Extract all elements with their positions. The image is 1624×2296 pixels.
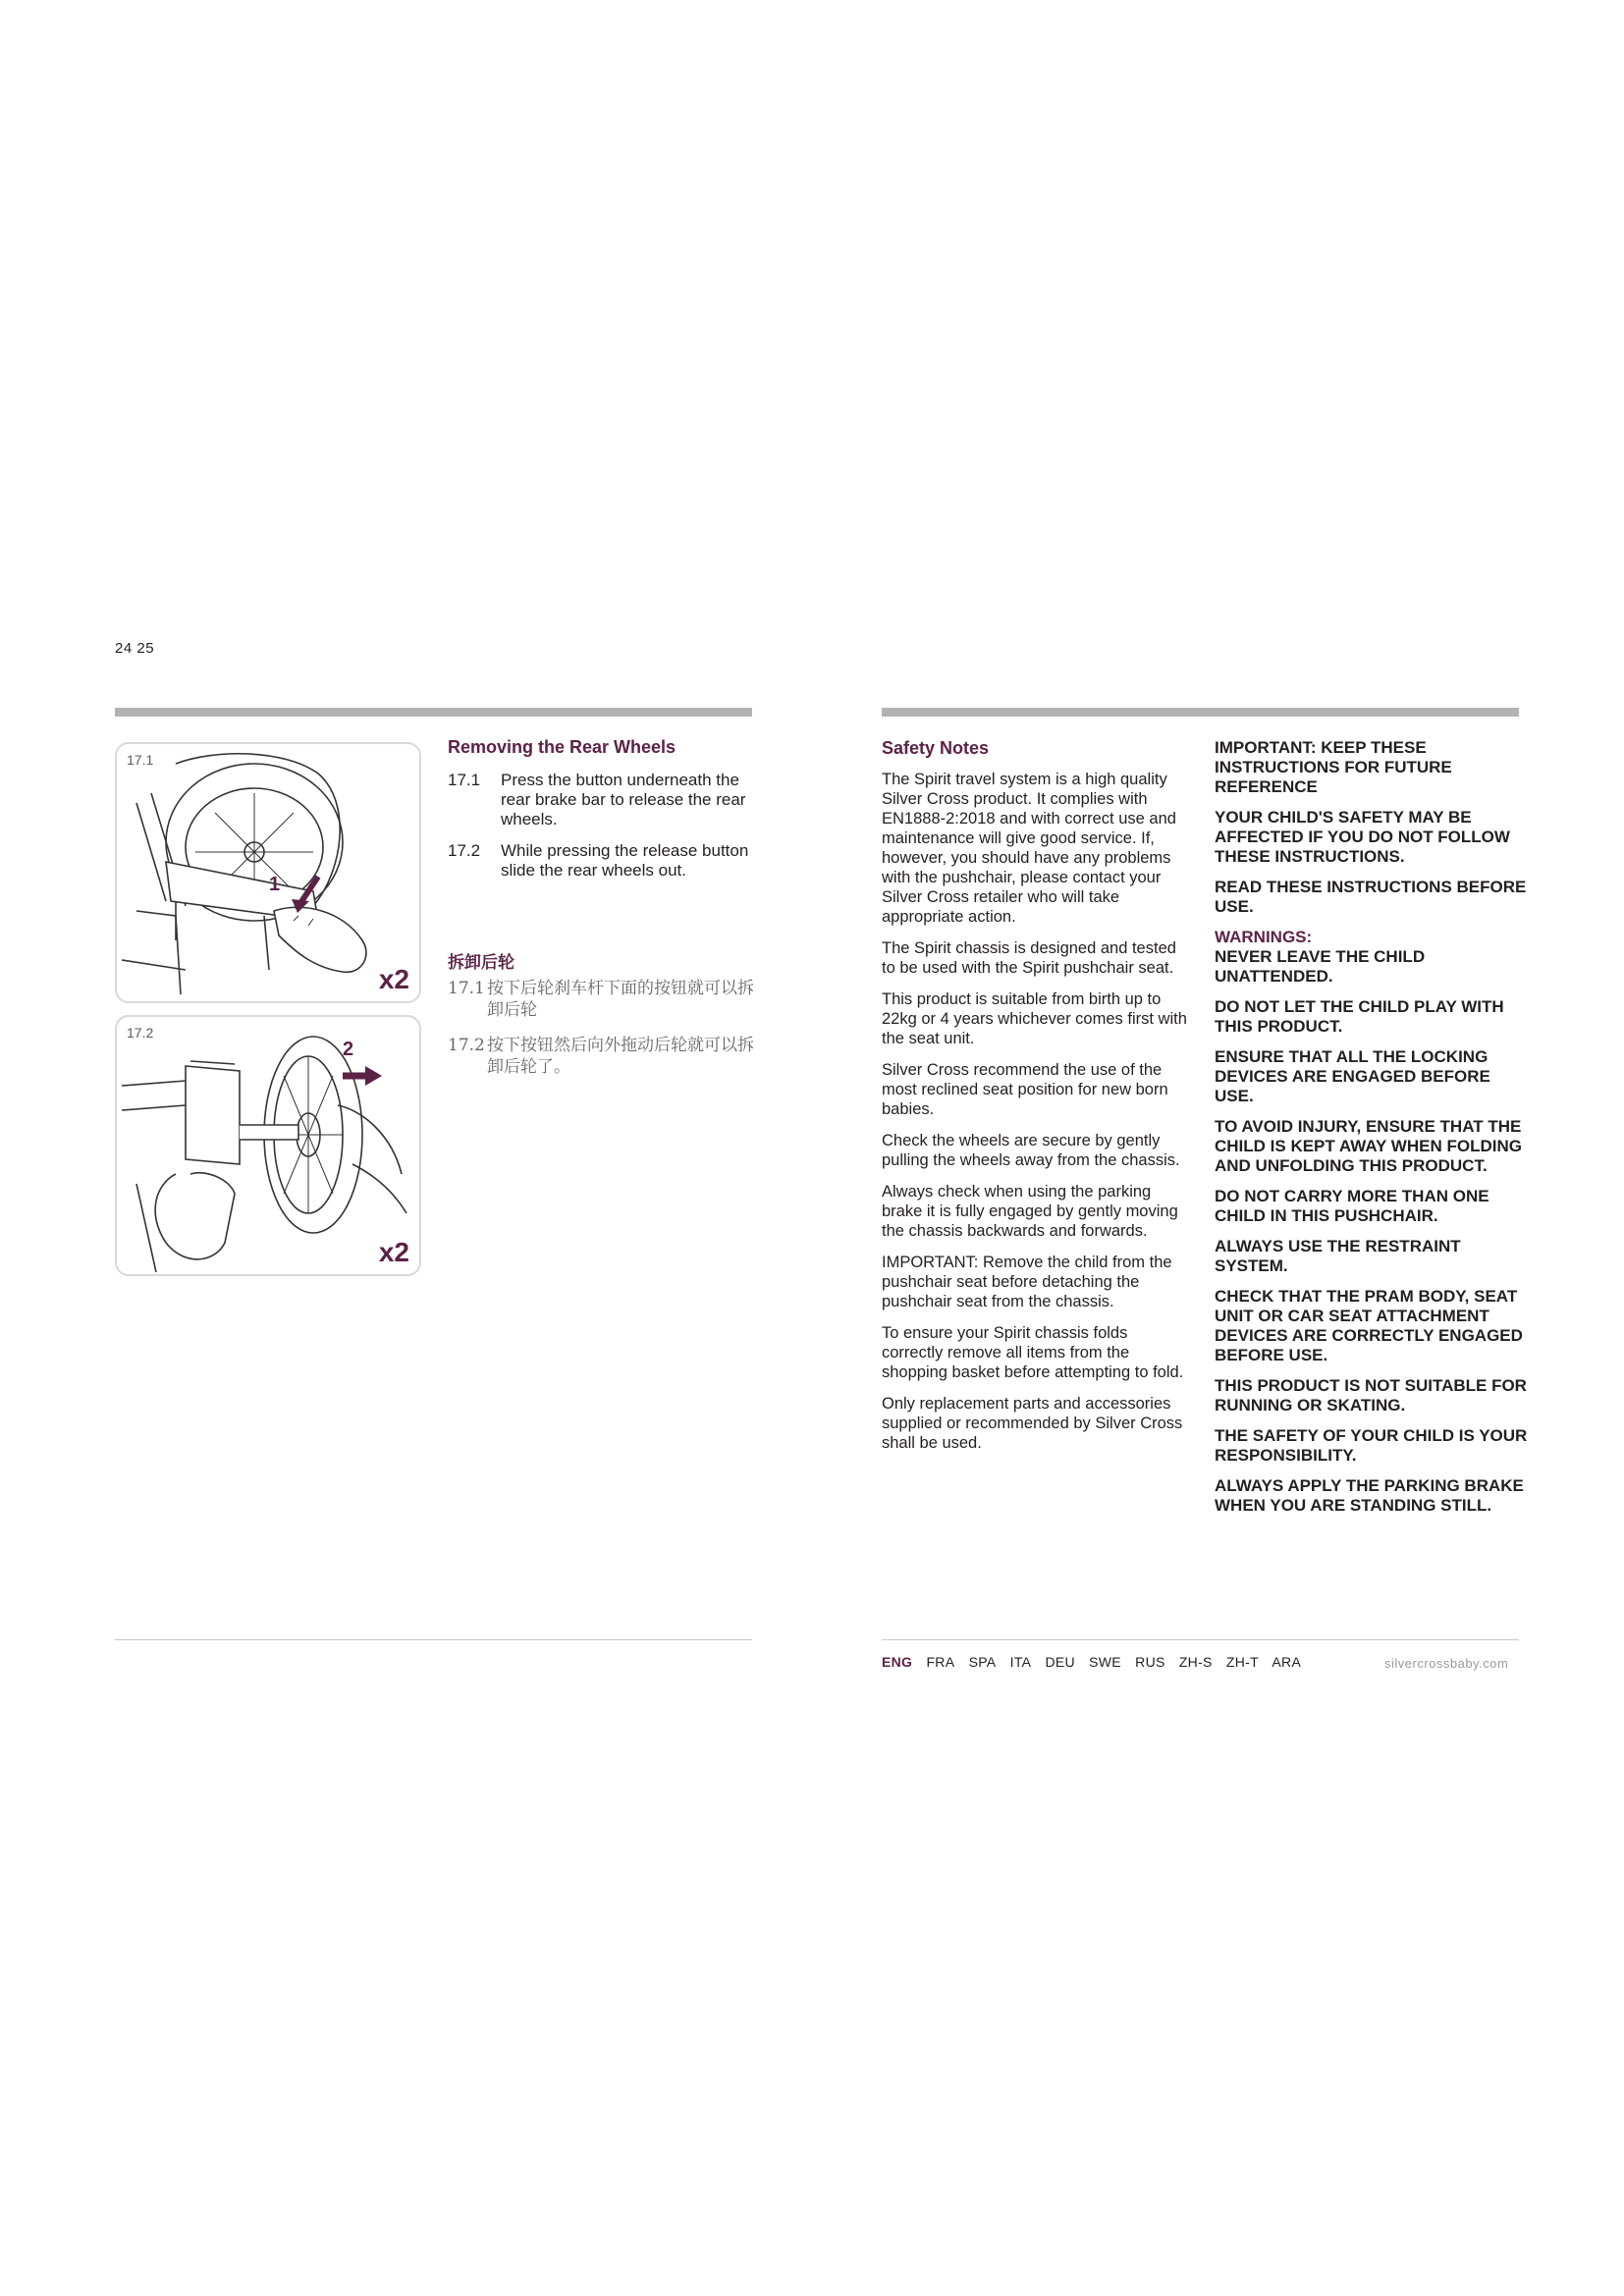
safety-paragraph: Only replacement parts and accessories supplied or recommended by Silver Cross shall be used. xyxy=(882,1395,1183,1452)
warning-item: DO NOT CARRY MORE THAN ONE CHILD IN THIS PUSHCHAIR. xyxy=(1215,1187,1489,1225)
warning-item: CHECK THAT THE PRAM BODY, SEAT UNIT OR CAR SEAT ATTACHMENT DEVICES ARE CORRECTLY ENGAGED BEFORE USE. xyxy=(1215,1287,1523,1364)
warning-item: NEVER LEAVE THE CHILD UNATTENDED. xyxy=(1215,947,1426,986)
lang-spa[interactable]: SPA xyxy=(968,1654,997,1670)
website-link[interactable]: silvercrossbaby.com xyxy=(1384,1656,1509,1671)
figure-17-2 xyxy=(115,1015,421,1276)
section-title-removing-rear-wheels: Removing the Rear Wheels xyxy=(448,737,677,757)
warning-item: DO NOT LET THE CHILD PLAY WITH THIS PRODUCT. xyxy=(1215,997,1504,1036)
step-text: 按下按钮然后向外拖动后轮就可以拆卸后轮了。 xyxy=(487,1036,754,1077)
warnings-column xyxy=(1215,738,1529,1526)
page-numbers: 24 25 xyxy=(115,640,155,657)
step-text: Press the button underneath the rear brake bar to release the rear wheels. xyxy=(501,771,746,828)
safety-paragraph: This product is suitable from birth up to 22kg or 4 years whichever comes first with the seat unit. xyxy=(882,990,1187,1047)
quantity-x2: x2 xyxy=(378,964,409,994)
warning-item: TO AVOID INJURY, ENSURE THAT THE CHILD IS KEPT AWAY WHEN FOLDING AND UNFOLDING THIS PRODUCT. xyxy=(1215,1117,1522,1175)
step-number: 17.2 xyxy=(448,841,481,860)
left-footer-rule xyxy=(115,1639,752,1640)
important-notice: YOUR CHILD'S SAFETY MAY BE AFFECTED IF YOU DO NOT FOLLOW THESE INSTRUCTIONS. xyxy=(1215,808,1510,866)
figure-17-1 xyxy=(115,742,421,1003)
lang-ita[interactable]: ITA xyxy=(1009,1654,1032,1670)
warning-item: THIS PRODUCT IS NOT SUITABLE FOR RUNNING OR SKATING. xyxy=(1215,1376,1527,1415)
quantity-x2: x2 xyxy=(378,1237,409,1267)
figure-label: 17.2 xyxy=(127,1025,154,1041)
safety-paragraph: To ensure your Spirit chassis folds correctly remove all items from the shopping basket before attempting to fold. xyxy=(882,1324,1184,1381)
important-notice: READ THESE INSTRUCTIONS BEFORE USE. xyxy=(1215,878,1527,916)
safety-paragraph: The Spirit chassis is designed and tested to be used with the Spirit pushchair seat. xyxy=(882,939,1176,977)
zh-step-17-1 xyxy=(448,978,762,1021)
lang-zh-s[interactable]: ZH-S xyxy=(1178,1654,1213,1670)
important-notice: IMPORTANT: KEEP THESE INSTRUCTIONS FOR FUTURE REFERENCE xyxy=(1215,738,1452,796)
lang-rus[interactable]: RUS xyxy=(1135,1654,1165,1670)
figure-label: 17.1 xyxy=(127,752,154,768)
safety-paragraph: Check the wheels are secure by gently pulling the wheels away from the chassis. xyxy=(882,1132,1180,1169)
step-text: While pressing the release button slide the rear wheels out. xyxy=(501,841,749,880)
callout-number: 2 xyxy=(343,1039,354,1060)
step-text: 按下后轮刹车杆下面的按钮就可以拆卸后轮 xyxy=(487,979,754,1020)
lang-swe[interactable]: SWE xyxy=(1089,1654,1121,1670)
safety-paragraph: IMPORTANT: Remove the child from the pushchair seat before detaching the pushchair seat from the chassis. xyxy=(882,1254,1172,1310)
lang-eng[interactable]: ENG xyxy=(882,1654,913,1670)
lang-ara[interactable]: ARA xyxy=(1272,1654,1302,1670)
right-footer-rule xyxy=(882,1639,1519,1640)
safety-paragraph: The Spirit travel system is a high quality Silver Cross product. It complies with EN1888-2:2018 and with correct use and maintenance will give good service. If, however, you should have any problems with the pushchair, please contact your Silver Cross retailer who will take appropriate action. xyxy=(882,771,1176,926)
safety-notes-column xyxy=(882,770,1191,1465)
step-17-2 xyxy=(448,841,762,881)
right-header-bar xyxy=(882,708,1519,717)
safety-notes-title: Safety Notes xyxy=(882,738,990,758)
safety-paragraph: Always check when using the parking brake it is fully engaged by gently moving the chassis backwards and forwards. xyxy=(882,1183,1178,1240)
step-17-1 xyxy=(448,771,762,829)
section-title-zh: 拆卸后轮 xyxy=(448,953,514,972)
left-header-bar xyxy=(115,708,752,717)
step-number: 17.2 xyxy=(448,1036,485,1055)
step-number: 17.1 xyxy=(448,979,485,998)
lang-deu[interactable]: DEU xyxy=(1045,1654,1075,1670)
rear-wheel-removal-illustration xyxy=(117,1017,419,1274)
warnings-title: WARNINGS: xyxy=(1215,928,1313,946)
lang-zh-t[interactable]: ZH-T xyxy=(1225,1654,1259,1670)
warning-item: THE SAFETY OF YOUR CHILD IS YOUR RESPONSIBILITY. xyxy=(1215,1426,1528,1465)
language-selector xyxy=(882,1654,1311,1670)
step-number: 17.1 xyxy=(448,771,481,789)
rear-wheel-brake-illustration xyxy=(117,744,419,1001)
warning-item: ALWAYS APPLY THE PARKING BRAKE WHEN YOU ARE STANDING STILL. xyxy=(1215,1476,1524,1515)
warning-item: ALWAYS USE THE RESTRAINT SYSTEM. xyxy=(1215,1237,1461,1275)
zh-step-17-2 xyxy=(448,1035,762,1078)
callout-number: 1 xyxy=(269,874,281,895)
safety-paragraph: Silver Cross recommend the use of the most reclined seat position for new born babies. xyxy=(882,1061,1168,1118)
warning-item: ENSURE THAT ALL THE LOCKING DEVICES ARE ENGAGED BEFORE USE. xyxy=(1215,1047,1490,1105)
lang-fra[interactable]: FRA xyxy=(926,1654,955,1670)
